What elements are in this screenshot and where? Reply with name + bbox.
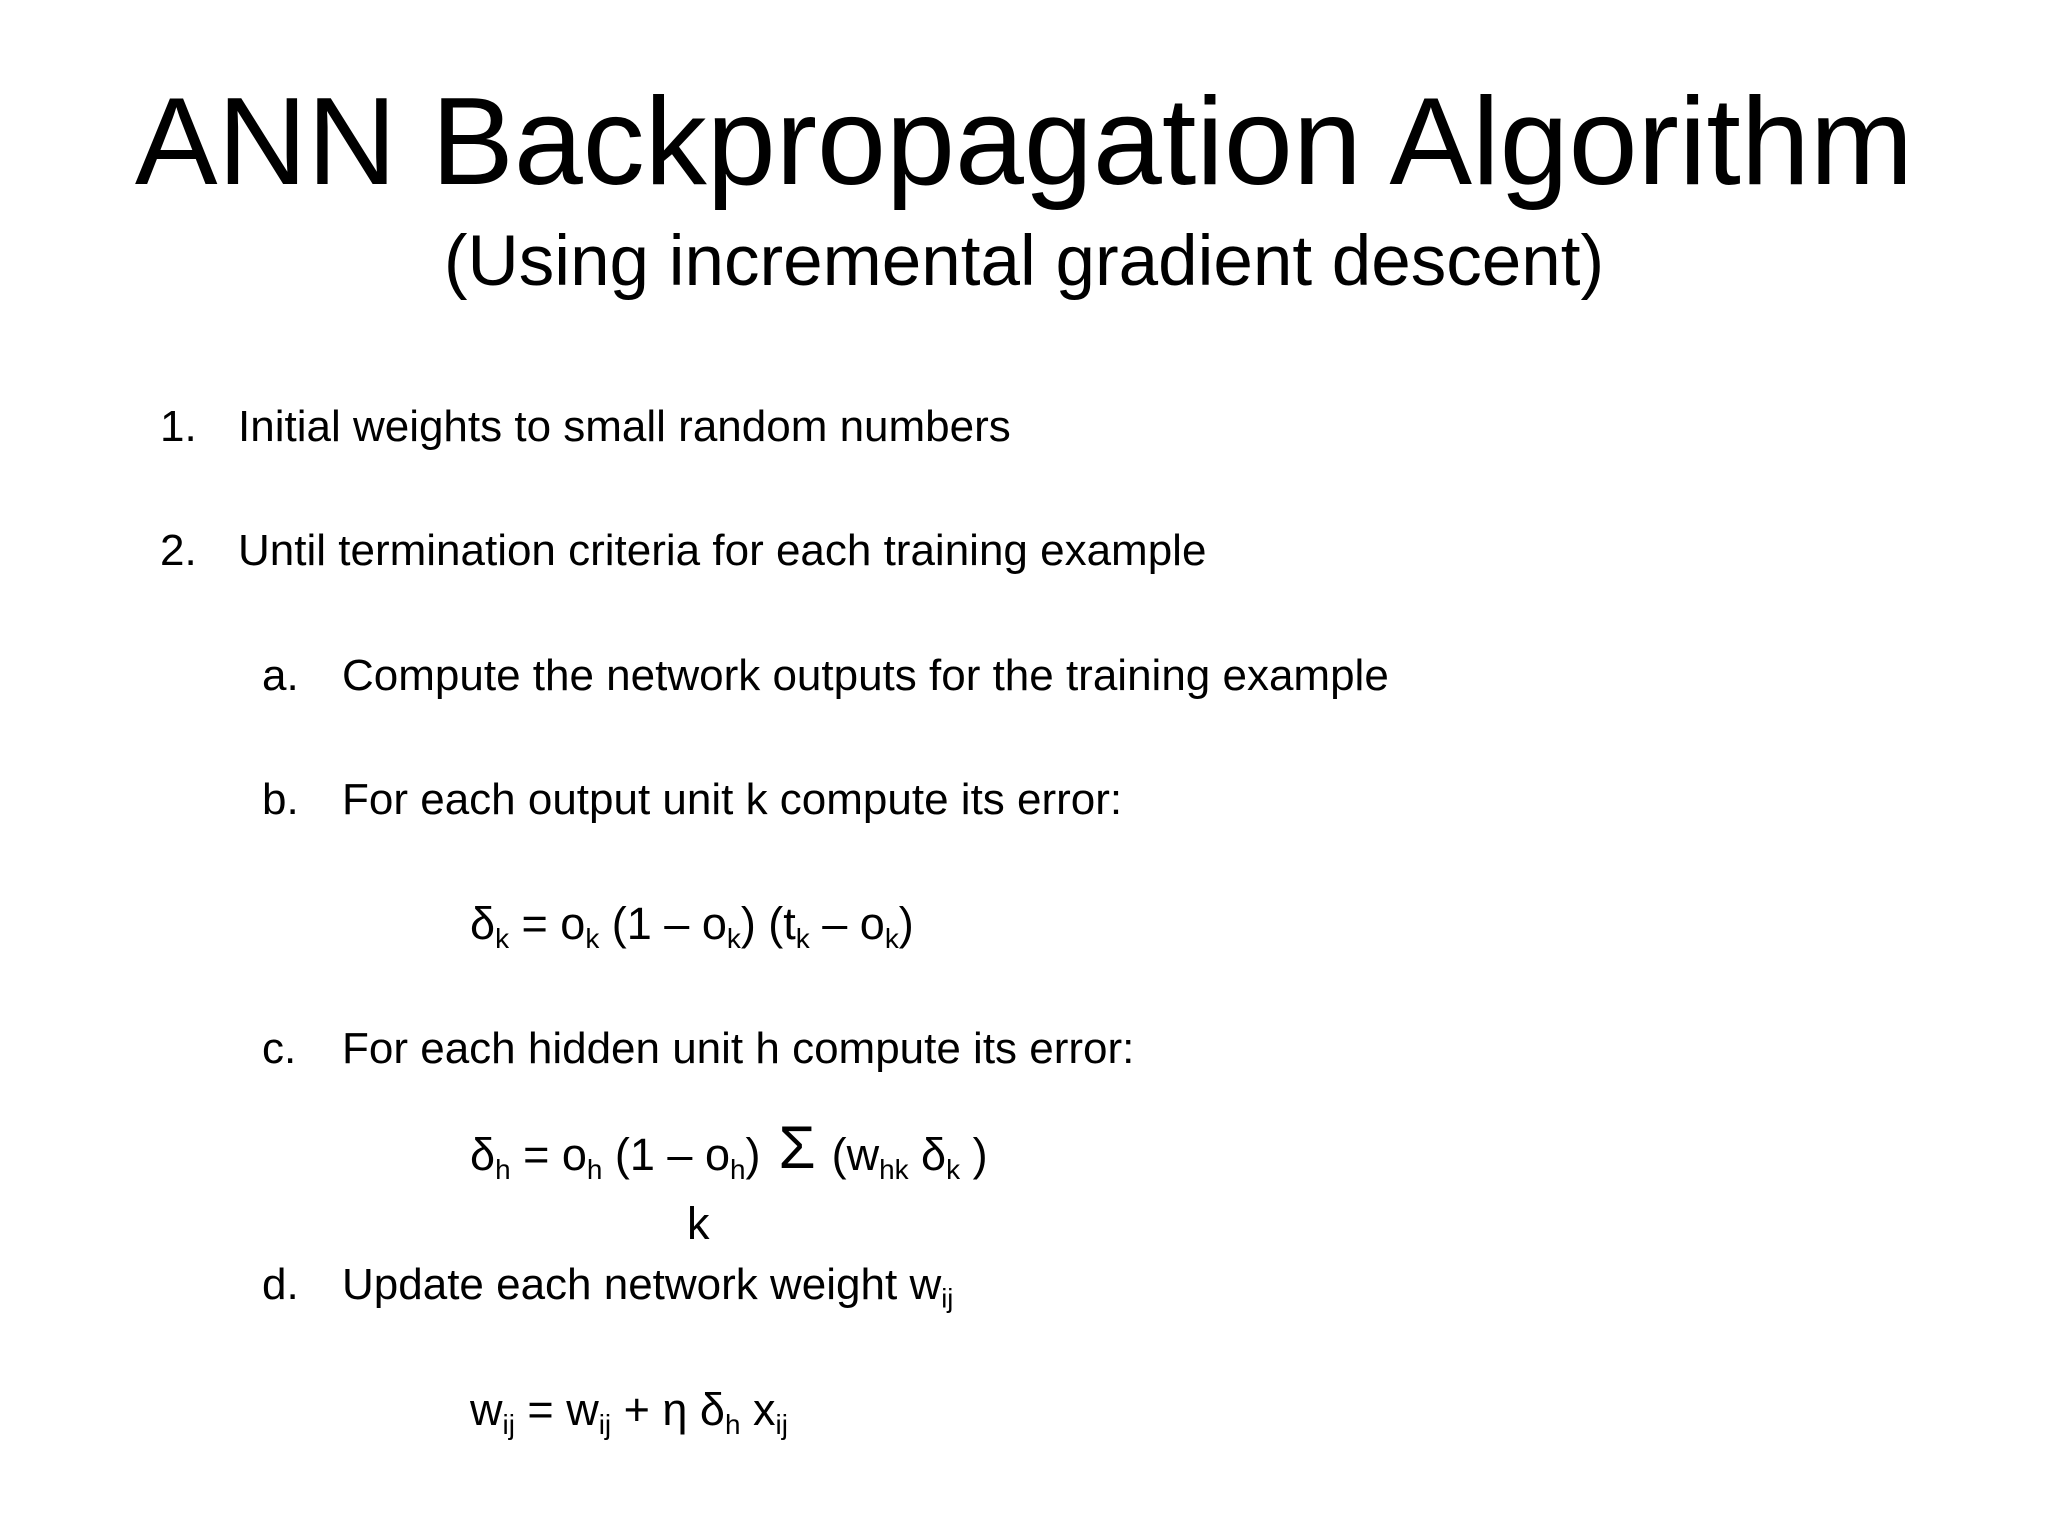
substep-c-marker: c. (262, 1024, 297, 1073)
step-2-text: Until termination criteria for each training example (238, 526, 1207, 575)
step-1-text: Initial weights to small random numbers (238, 402, 1011, 451)
slide-title: ANN Backpropagation Algorithm (134, 73, 1914, 211)
substep-d-marker: d. (262, 1260, 299, 1309)
slide-subtitle: (Using incremental gradient descent) (443, 222, 1605, 301)
weight-update-equation: $w_{ij} = w_{ij} + \eta$ $\delta_h$ $x_{ij}$ (470, 1384, 788, 1440)
step-2-marker: 2. (160, 526, 197, 575)
output-error-equation: $\delta_k = o_k$ $(1 - o_k)$ $(t_k - o_k)$ (470, 898, 914, 954)
substep-a-text: Compute the network outputs for the training example (342, 651, 1389, 700)
substep-b-marker: b. (262, 775, 299, 824)
substep-b-text: For each output unit k compute its error: (342, 775, 1123, 824)
substep-d-text: Update each network weight $w_{ij}$ (342, 1260, 954, 1314)
summation-symbol: Σ (778, 1114, 816, 1181)
substep-a-marker: a. (262, 651, 299, 700)
hidden-error-equation: $\delta_h = o_h$ $(1 - o_h)$ Σ ($w_{hk}$ $\delta_k$ ) (470, 1114, 988, 1185)
step-1-marker: 1. (160, 402, 197, 451)
summation-index: k (687, 1198, 710, 1249)
substep-c-text: For each hidden unit h compute its error: (342, 1024, 1135, 1073)
